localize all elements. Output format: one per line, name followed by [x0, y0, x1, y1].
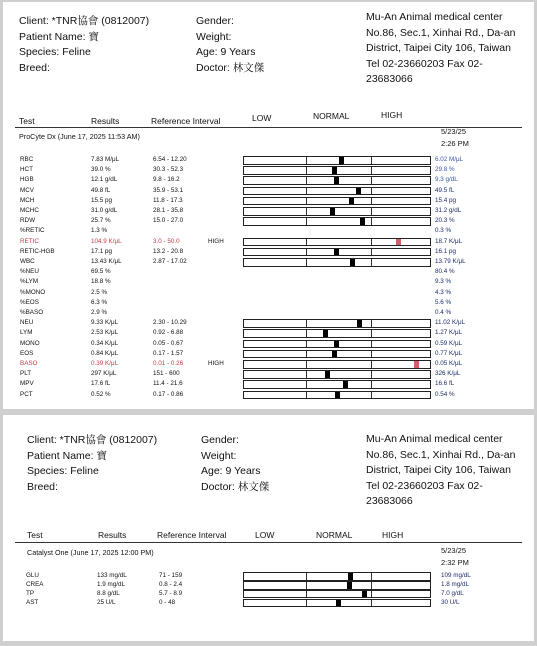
previous-result: 16.1 pg — [435, 247, 457, 255]
report-sheet-hematology — [3, 2, 534, 409]
result-value: 133 mg/dL — [97, 572, 127, 579]
result-marker — [325, 371, 330, 378]
col-results: Results — [98, 530, 127, 540]
normal-range-zone — [306, 198, 372, 205]
test-name: RBC — [20, 156, 34, 163]
result-value: 9.33 K/μL — [91, 319, 119, 327]
client-block — [19, 14, 149, 76]
table-row — [3, 581, 534, 590]
result-marker — [362, 591, 367, 598]
table-row — [3, 309, 534, 318]
normal-range-zone — [306, 208, 372, 215]
previous-result: 20.3 % — [435, 217, 455, 225]
result-value: 0.34 K/μL — [91, 339, 119, 347]
reference-interval: 0.8 - 2.4 — [159, 580, 183, 588]
reference-interval: 15.0 - 27.0 — [153, 217, 184, 225]
col-reference: Reference Interval — [157, 530, 227, 540]
result-value: 297 K/μL — [91, 370, 117, 378]
result-marker — [350, 259, 355, 266]
table-row — [3, 268, 534, 277]
col-high: HIGH — [381, 110, 403, 120]
result-marker — [343, 381, 348, 388]
table-row — [3, 380, 534, 389]
report-sheet-chemistry — [3, 415, 534, 641]
test-name: PCT — [20, 390, 33, 398]
col-reference: Reference Interval — [151, 116, 221, 126]
range-bar — [243, 197, 431, 206]
test-name: HCT — [20, 166, 33, 174]
test-name: PLT — [20, 370, 32, 378]
previous-result: 15.4 pg — [435, 196, 457, 204]
table-row — [3, 599, 534, 608]
result-value: 0.84 K/μL — [91, 349, 119, 357]
result-value: 104.9 K/μL — [91, 237, 122, 245]
table-row — [3, 156, 534, 165]
result-marker — [348, 573, 353, 580]
previous-result: 1.8 mg/dL — [441, 580, 470, 588]
result-value: 17.6 fL — [91, 380, 111, 388]
breed-line: Breed: — [27, 480, 58, 493]
result-value: 0.39 K/μL — [91, 360, 119, 367]
test-name: %LYM — [20, 278, 39, 286]
result-value: 25.7 % — [91, 217, 111, 225]
reference-interval: 0 - 48 — [159, 598, 176, 606]
client-block — [27, 433, 157, 495]
test-name: MCV — [20, 186, 34, 194]
test-name: RDW — [20, 217, 36, 225]
previous-result: 0.4 % — [435, 309, 452, 316]
patient-line: Patient Name: 寶 — [19, 30, 99, 43]
normal-range-zone — [306, 582, 372, 589]
patient-details-block — [201, 433, 269, 495]
range-bar — [243, 360, 431, 369]
patient-line: Patient Name: 寶 — [27, 449, 107, 462]
normal-range-zone — [306, 167, 372, 174]
result-value: 69.5 % — [91, 268, 111, 276]
normal-range-zone — [306, 188, 372, 195]
col-results: Results — [91, 116, 120, 126]
gender-line: Gender: — [201, 434, 239, 446]
table-row — [3, 258, 534, 267]
previous-result: 7.0 g/dL — [441, 589, 464, 597]
clinic-phone: Tel 02-23660203 Fax 02- — [366, 479, 483, 492]
clinic-name: Mu-An Animal medical center — [366, 433, 503, 445]
test-name: RETIC-HGB — [20, 247, 55, 255]
clinic-fax: 23683066 — [366, 495, 413, 507]
previous-result: 31.2 g/dL — [435, 207, 462, 214]
client-line: Client: *TNR協會 (0812007) — [27, 434, 158, 446]
clinic-address-2: District, Taipei City 106, Taiwan — [366, 464, 511, 476]
table-row — [3, 329, 534, 338]
age-line: Age: 9 Years — [196, 46, 256, 58]
weight-line: Weight: — [196, 30, 232, 43]
previous-result: 11.02 K/μL — [435, 319, 466, 327]
flag-label: HIGH — [208, 237, 224, 245]
age-line: Age: 9 Years — [201, 465, 261, 477]
table-row — [3, 299, 534, 308]
reference-interval: 0.17 - 1.57 — [153, 349, 184, 357]
test-name: HGB — [20, 176, 34, 184]
range-bar — [243, 319, 431, 328]
result-marker — [334, 177, 339, 184]
reference-interval: 9.8 - 16.2 — [153, 176, 180, 184]
previous-result: 30 U/L — [441, 598, 460, 606]
print-date: 5/23/25 — [441, 546, 467, 555]
clinic-block — [366, 432, 526, 510]
result-value: 6.3 % — [91, 298, 108, 306]
test-name: RETIC — [20, 237, 39, 245]
range-bar — [243, 156, 431, 165]
reference-interval: 28.1 - 35.8 — [153, 207, 184, 214]
result-marker — [332, 351, 337, 358]
doctor-line: Doctor: 林文傑 — [201, 480, 270, 493]
result-marker — [339, 157, 344, 164]
result-marker — [360, 218, 365, 225]
previous-result: 49.5 fL — [435, 186, 455, 194]
reference-interval: 13.2 - 20.8 — [153, 247, 184, 255]
previous-result: 0.59 K/μL — [435, 339, 463, 347]
test-name: %RETIC — [20, 227, 45, 235]
patient-details-block — [196, 14, 264, 76]
result-value: 39.0 % — [91, 166, 111, 174]
reference-interval: 71 - 159 — [159, 572, 183, 579]
test-name: MCH — [20, 196, 35, 204]
flag-label: HIGH — [208, 360, 224, 367]
previous-result: 109 mg/dL — [441, 572, 471, 579]
result-value: 17.1 pg — [91, 247, 113, 255]
table-row — [3, 289, 534, 298]
result-value: 2.5 % — [91, 288, 108, 296]
weight-line: Weight: — [201, 449, 237, 462]
reference-interval: 0.17 - 0.86 — [153, 390, 184, 398]
result-marker — [334, 341, 339, 348]
previous-result: 18.7 K/μL — [435, 237, 463, 245]
reference-interval: 30.3 - 52.3 — [153, 166, 184, 174]
panel-title: ProCyte Dx (June 17, 2025 11:53 AM) — [19, 132, 140, 141]
normal-range-zone — [306, 573, 372, 580]
test-name: %MONO — [20, 288, 46, 296]
result-marker — [330, 208, 335, 215]
result-marker — [323, 330, 328, 337]
result-value: 31.0 g/dL — [91, 207, 118, 214]
test-name: BASO — [20, 360, 38, 367]
test-name: EOS — [20, 349, 34, 357]
reference-interval: 11.8 - 17.3 — [153, 196, 183, 204]
range-bar — [243, 581, 431, 590]
previous-result: 5.6 % — [435, 298, 452, 306]
result-marker — [396, 239, 401, 246]
table-row — [3, 238, 534, 247]
previous-result: 0.05 K/μL — [435, 360, 463, 367]
reference-interval: 151 - 600 — [153, 370, 180, 378]
result-value: 2.53 K/μL — [91, 329, 119, 337]
range-bar — [243, 238, 431, 247]
test-name: %EOS — [20, 298, 39, 306]
table-row — [3, 197, 534, 206]
table-row — [3, 227, 534, 236]
test-name: WBC — [20, 258, 35, 265]
normal-range-zone — [306, 249, 372, 256]
table-row — [3, 166, 534, 175]
clinic-address-2: District, Taipei City 106, Taiwan — [366, 42, 511, 54]
col-test: Test — [27, 530, 43, 540]
reference-interval: 3.0 - 50.0 — [153, 237, 180, 245]
range-bar — [243, 370, 431, 379]
table-row — [3, 370, 534, 379]
previous-result: 1.27 K/μL — [435, 329, 463, 337]
range-bar — [243, 380, 431, 389]
range-bar — [243, 166, 431, 175]
col-low: LOW — [252, 113, 272, 123]
result-marker — [349, 198, 354, 205]
result-marker — [347, 582, 352, 589]
breed-line: Breed: — [19, 61, 50, 74]
clinic-fax: 23683066 — [366, 73, 413, 85]
result-marker — [335, 392, 340, 399]
result-value: 1.3 % — [91, 227, 108, 235]
reference-interval: 2.87 - 17.02 — [153, 258, 187, 265]
table-row — [3, 248, 534, 257]
client-line: Client: *TNR協會 (0812007) — [19, 15, 150, 27]
doctor-line: Doctor: 林文傑 — [196, 61, 265, 74]
reference-interval: 2.30 - 10.29 — [153, 319, 187, 327]
table-row — [3, 360, 534, 369]
reference-interval: 0.05 - 0.67 — [153, 339, 184, 347]
normal-range-zone — [306, 371, 372, 378]
result-value: 25 U/L — [97, 598, 116, 606]
range-bar — [243, 340, 431, 349]
clinic-block — [366, 10, 526, 88]
reference-interval: 35.9 - 53.1 — [153, 186, 184, 194]
result-marker — [414, 361, 419, 368]
col-normal: NORMAL — [313, 111, 350, 121]
col-test: Test — [19, 116, 35, 126]
result-marker — [334, 249, 339, 256]
range-bar — [243, 258, 431, 267]
table-row — [3, 278, 534, 287]
col-normal: NORMAL — [316, 530, 353, 540]
table-row — [3, 340, 534, 349]
result-value: 0.52 % — [91, 390, 111, 398]
range-bar — [243, 207, 431, 216]
reference-interval: 6.54 - 12.20 — [153, 156, 187, 163]
table-row — [3, 319, 534, 328]
reference-interval: 0.92 - 6.88 — [153, 329, 184, 337]
test-name: %BASO — [20, 309, 44, 316]
test-name: MONO — [20, 339, 40, 347]
test-name: AST — [26, 598, 39, 606]
test-name: LYM — [20, 329, 33, 337]
result-marker — [357, 320, 362, 327]
previous-result: 0.3 % — [435, 227, 452, 235]
panel-title: Catalyst One (June 17, 2025 12:00 PM) — [27, 548, 154, 557]
range-bar — [243, 176, 431, 185]
species-line: Species: Feline — [27, 465, 99, 477]
result-value: 15.5 pg — [91, 196, 113, 204]
table-row — [3, 572, 534, 581]
col-high: HIGH — [382, 530, 404, 540]
previous-result: 29.8 % — [435, 166, 455, 174]
table-row — [3, 187, 534, 196]
normal-range-zone — [306, 361, 372, 368]
species-line: Species: Feline — [19, 46, 91, 58]
col-low: LOW — [255, 530, 275, 540]
print-date: 5/23/25 — [441, 127, 467, 136]
test-name: NEU — [20, 319, 34, 327]
clinic-phone: Tel 02-23660203 Fax 02- — [366, 57, 483, 70]
range-bar — [243, 599, 431, 608]
previous-result: 0.77 K/μL — [435, 349, 463, 357]
normal-range-zone — [306, 381, 372, 388]
table-row — [3, 207, 534, 216]
previous-result: 9.3 % — [435, 278, 452, 286]
range-bar — [243, 391, 431, 400]
test-name: CREA — [26, 580, 44, 588]
table-row — [3, 350, 534, 359]
reference-interval: 11.4 - 21.6 — [153, 380, 183, 388]
normal-range-zone — [306, 259, 372, 266]
result-value: 1.9 mg/dL — [97, 580, 126, 588]
result-marker — [356, 188, 361, 195]
print-time: 2:26 PM — [441, 139, 469, 148]
test-name: MPV — [20, 380, 34, 388]
normal-range-zone — [306, 351, 372, 358]
result-value: 8.8 g/dL — [97, 589, 120, 597]
result-marker — [332, 167, 337, 174]
range-bar — [243, 187, 431, 196]
range-bar — [243, 217, 431, 226]
table-row — [3, 176, 534, 185]
range-bar — [243, 248, 431, 257]
range-bar — [243, 329, 431, 338]
result-value: 49.8 fL — [91, 186, 111, 194]
reference-interval: 0.01 - 0.26 — [153, 360, 184, 367]
normal-range-zone — [306, 330, 372, 337]
result-value: 18.8 % — [91, 278, 111, 286]
clinic-address-1: No.86, Sec.1, Xinhai Rd., Da-an — [366, 26, 516, 39]
test-name: MCHC — [20, 207, 39, 214]
clinic-address-1: No.86, Sec.1, Xinhai Rd., Da-an — [366, 448, 516, 461]
reference-interval: 5.7 - 8.9 — [159, 589, 183, 597]
result-value: 12.1 g/dL — [91, 176, 118, 184]
result-value: 13.43 K/μL — [91, 258, 122, 265]
test-name: %NEU — [20, 268, 39, 276]
previous-result: 13.79 K/μL — [435, 258, 466, 265]
gender-line: Gender: — [196, 15, 234, 27]
previous-result: 80.4 % — [435, 268, 455, 276]
clinic-name: Mu-An Animal medical center — [366, 11, 503, 23]
previous-result: 16.6 fL — [435, 380, 455, 388]
range-bar — [243, 572, 431, 581]
range-bar — [243, 350, 431, 359]
normal-range-zone — [306, 177, 372, 184]
previous-result: 326 K/μL — [435, 370, 461, 378]
result-value: 2.9 % — [91, 309, 108, 316]
range-bar — [243, 590, 431, 599]
test-name: GLU — [26, 572, 39, 579]
table-row — [3, 217, 534, 226]
print-time: 2:32 PM — [441, 558, 469, 567]
table-row — [3, 590, 534, 599]
normal-range-zone — [306, 239, 372, 246]
previous-result: 6.02 M/μL — [435, 156, 464, 163]
previous-result: 4.3 % — [435, 288, 452, 296]
test-name: TP — [26, 589, 35, 597]
previous-result: 0.54 % — [435, 390, 455, 398]
table-row — [3, 391, 534, 400]
previous-result: 9.3 g/dL — [435, 176, 458, 184]
result-marker — [336, 600, 341, 607]
header-divider — [15, 542, 522, 543]
result-value: 7.83 M/μL — [91, 156, 120, 163]
